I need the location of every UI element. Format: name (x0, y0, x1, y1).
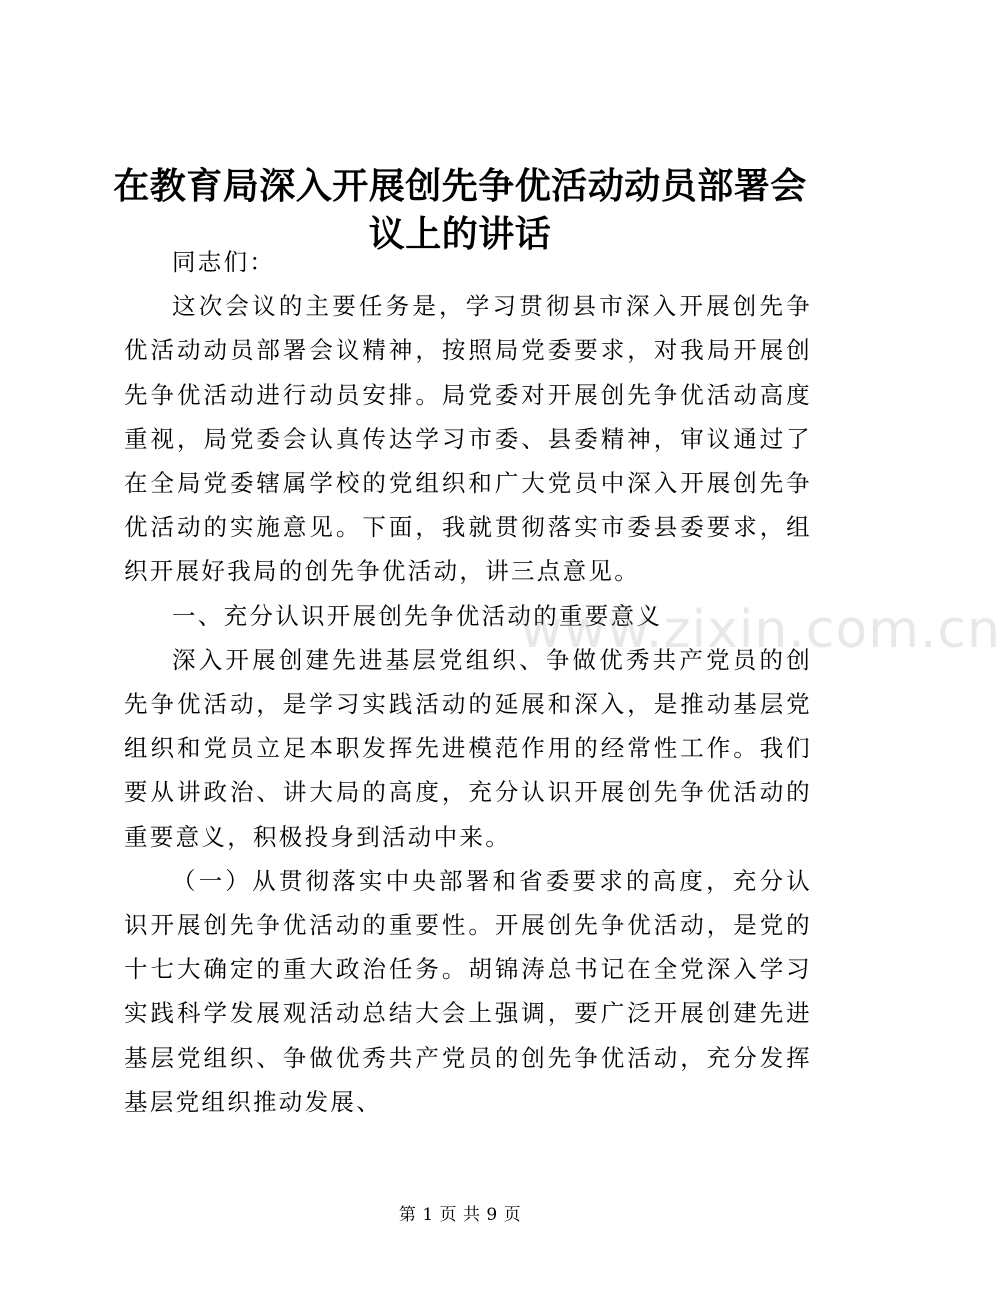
document-body (124, 240, 812, 1124)
salutation-paragraph: 同志们： (172, 248, 276, 276)
section-heading: 一、充分认识开展创先争优活动的重要意义 (172, 601, 663, 630)
body-paragraph: （一）从贯彻落实中央部署和省委要求的高度，充分认识开展创先争优活动的重要性。开展创先争优活动，是党的十七大确定的重大政治任务。胡锦涛总书记在全党深入学习实践科学发展观活动总结大会上强调，要广泛开展创建先进基层党组织、争做优秀共产党员的创先争优活动，充分发挥基层党组织推动发展、 (124, 866, 812, 1116)
watermark: www.zixin.com.cn (520, 600, 1001, 660)
body-paragraph: 这次会议的主要任务是，学习贯彻县市深入开展创先争优活动动员部署会议精神，按照局党委要求，对我局开展创先争优活动进行动员安排。局党委对开展创先争优活动高度重视，局党委会认真传达学习市委、县委精神，审议通过了在全局党委辖属学校的党组织和广大党员中深入开展创先争优活动的实施意见。下面，我就贯彻落实市委县委要求，组织开展好我局的创先争优活动，讲三点意见。 (124, 292, 812, 586)
page-footer: 第 1 页 共 9 页 (398, 1205, 522, 1225)
document-title: 在教育局深入开展创先争优活动动员部署会议上的讲话 (113, 165, 807, 255)
body-paragraph: 深入开展创建先进基层党组织、争做优秀共产党员的创先争优活动，是学习实践活动的延展和深入，是推动基层党组织和党员立足本职发挥先进模范作用的经常性工作。我们要从讲政治、讲大局的高度，充分认识开展创先争优活动的重要意义，积极投身到活动中来。 (124, 645, 812, 851)
